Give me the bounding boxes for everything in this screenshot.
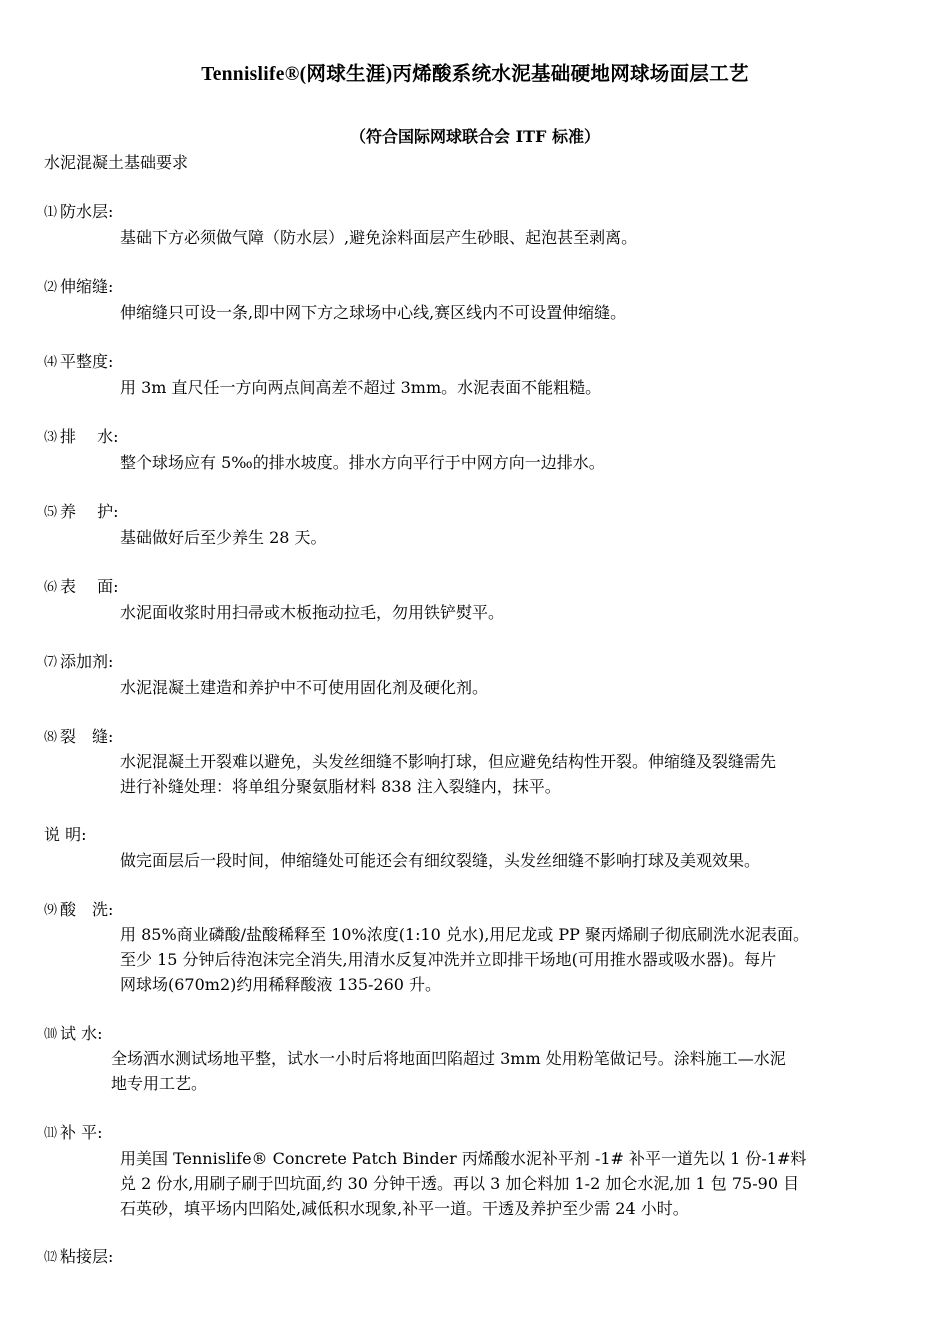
section-number: ⑼ <box>44 903 58 918</box>
body-line: 水泥面收浆时用扫帚或木板拖动拉毛，勿用铁铲熨平。 <box>120 603 505 622</box>
section-body-cracks <box>120 749 920 799</box>
section-heading-flatness <box>44 351 113 374</box>
section-number: ⑷ <box>44 355 58 370</box>
section-heading-water-test <box>44 1023 103 1046</box>
section-body-acid-wash <box>120 922 920 997</box>
document-title: Tennislife®(网球生涯)丙烯酸系统水泥基础硬地网球场面层工艺 <box>201 64 749 85</box>
body-line: 整个球场应有 5‰的排水坡度。排水方向平行于中网方向一边排水。 <box>120 453 605 472</box>
section-body-waterproof <box>120 225 920 250</box>
section-label: 平整度: <box>60 352 114 371</box>
section-label: 防水层: <box>60 202 114 221</box>
section-heading-surface <box>44 576 119 599</box>
section-number: ⑹ <box>44 580 58 595</box>
body-line: 伸缩缝只可设一条,即中网下方之球场中心线,赛区线内不可设置伸缩缝。 <box>120 303 627 322</box>
body-line: 用 85%商业磷酸/盐酸稀释至 10%浓度(1:10 兑水),用尼龙或 PP 聚丙烯刷子彻底刷洗水泥表面。 <box>120 925 809 944</box>
section-body-note <box>120 848 920 873</box>
section-label: 裂 缝: <box>60 727 114 746</box>
section-body-additive <box>120 675 920 700</box>
body-line: 基础做好后至少养生 28 天。 <box>120 528 327 547</box>
section-label: 补 平: <box>60 1123 103 1142</box>
section-heading-acid-wash <box>44 899 113 922</box>
section-heading-drainage <box>44 426 119 449</box>
body-line: 地专用工艺。 <box>111 1074 208 1093</box>
intro-heading: 水泥混凝土基础要求 <box>44 153 189 172</box>
section-number: ⑴ <box>44 205 58 220</box>
section-label: 粘接层: <box>60 1247 114 1266</box>
section-body-surface <box>120 600 920 625</box>
section-heading-cracks <box>44 726 113 749</box>
body-line: 用美国 Tennislife® Concrete Patch Binder 丙烯酸水泥补平剂 -1# 补平一道先以 1 份-1#料 <box>120 1149 807 1168</box>
body-line: 全场洒水测试场地平整，试水一小时后将地面凹陷超过 3mm 处用粉笔做记号。涂料施工—水泥 <box>111 1049 786 1068</box>
section-heading-note <box>44 824 86 846</box>
section-label: 排 水: <box>60 427 119 446</box>
body-line: 水泥混凝土开裂难以避免，头发丝细缝不影响打球，但应避免结构性开裂。伸缩缝及裂缝需先 <box>120 752 777 771</box>
section-label: 酸 洗: <box>60 900 114 919</box>
section-label: 试 水: <box>60 1024 103 1043</box>
document-subtitle: （符合国际网球联合会 ITF 标准） <box>350 127 600 146</box>
section-number: ⑿ <box>44 1250 58 1265</box>
section-number: ⑽ <box>44 1027 58 1042</box>
section-heading-additive <box>44 651 113 674</box>
body-line: 网球场(670m2)约用稀释酸液 135-260 升。 <box>120 975 442 994</box>
section-label: 说 明: <box>44 825 87 844</box>
section-body-flatness <box>120 375 920 400</box>
section-heading-bond-layer <box>44 1246 113 1269</box>
section-number: ⑻ <box>44 730 58 745</box>
section-number: ⑶ <box>44 430 58 445</box>
section-label: 养 护: <box>60 502 119 521</box>
section-heading-waterproof <box>44 201 113 224</box>
body-line: 基础下方必须做气障（防水层）,避免涂料面层产生砂眼、起泡甚至剥离。 <box>120 228 638 247</box>
section-heading-curing <box>44 501 119 524</box>
section-label: 伸缩缝: <box>60 277 114 296</box>
section-heading-patch <box>44 1122 103 1145</box>
body-line: 石英砂，填平场内凹陷处,减低积水现象,补平一道。干透及养护至少需 24 小时。 <box>120 1199 689 1218</box>
section-label: 表 面: <box>60 577 119 596</box>
body-line: 水泥混凝土建造和养护中不可使用固化剂及硬化剂。 <box>120 678 489 697</box>
section-heading-expansion-joint <box>44 276 113 299</box>
section-body-curing <box>120 525 920 550</box>
section-body-expansion-joint <box>120 300 920 325</box>
body-line: 用 3m 直尺任一方向两点间高差不超过 3mm。水泥表面不能粗糙。 <box>120 378 602 397</box>
body-line: 做完面层后一段时间，伸缩缝处可能还会有细纹裂缝，头发丝细缝不影响打球及美观效果。 <box>120 851 761 870</box>
body-line: 兑 2 份水,用刷子刷于凹坑面,约 30 分钟干透。再以 3 加仑料加 1-2 加仑水泥,加 1 包 75-90 目 <box>120 1174 800 1193</box>
body-line: 至少 15 分钟后待泡沫完全消失,用清水反复冲洗并立即排干场地(可用推水器或吸水器)。每片 <box>120 950 777 969</box>
section-number: ⑸ <box>44 505 58 520</box>
section-label: 添加剂: <box>60 652 114 671</box>
section-body-drainage <box>120 450 920 475</box>
section-body-water-test <box>111 1046 911 1096</box>
section-body-patch <box>120 1146 920 1221</box>
body-line: 进行补缝处理：将单组分聚氨脂材料 838 注入裂缝内，抹平。 <box>120 777 561 796</box>
section-number: ⑵ <box>44 280 58 295</box>
section-number: ⑺ <box>44 655 58 670</box>
section-number: ⑾ <box>44 1126 58 1141</box>
